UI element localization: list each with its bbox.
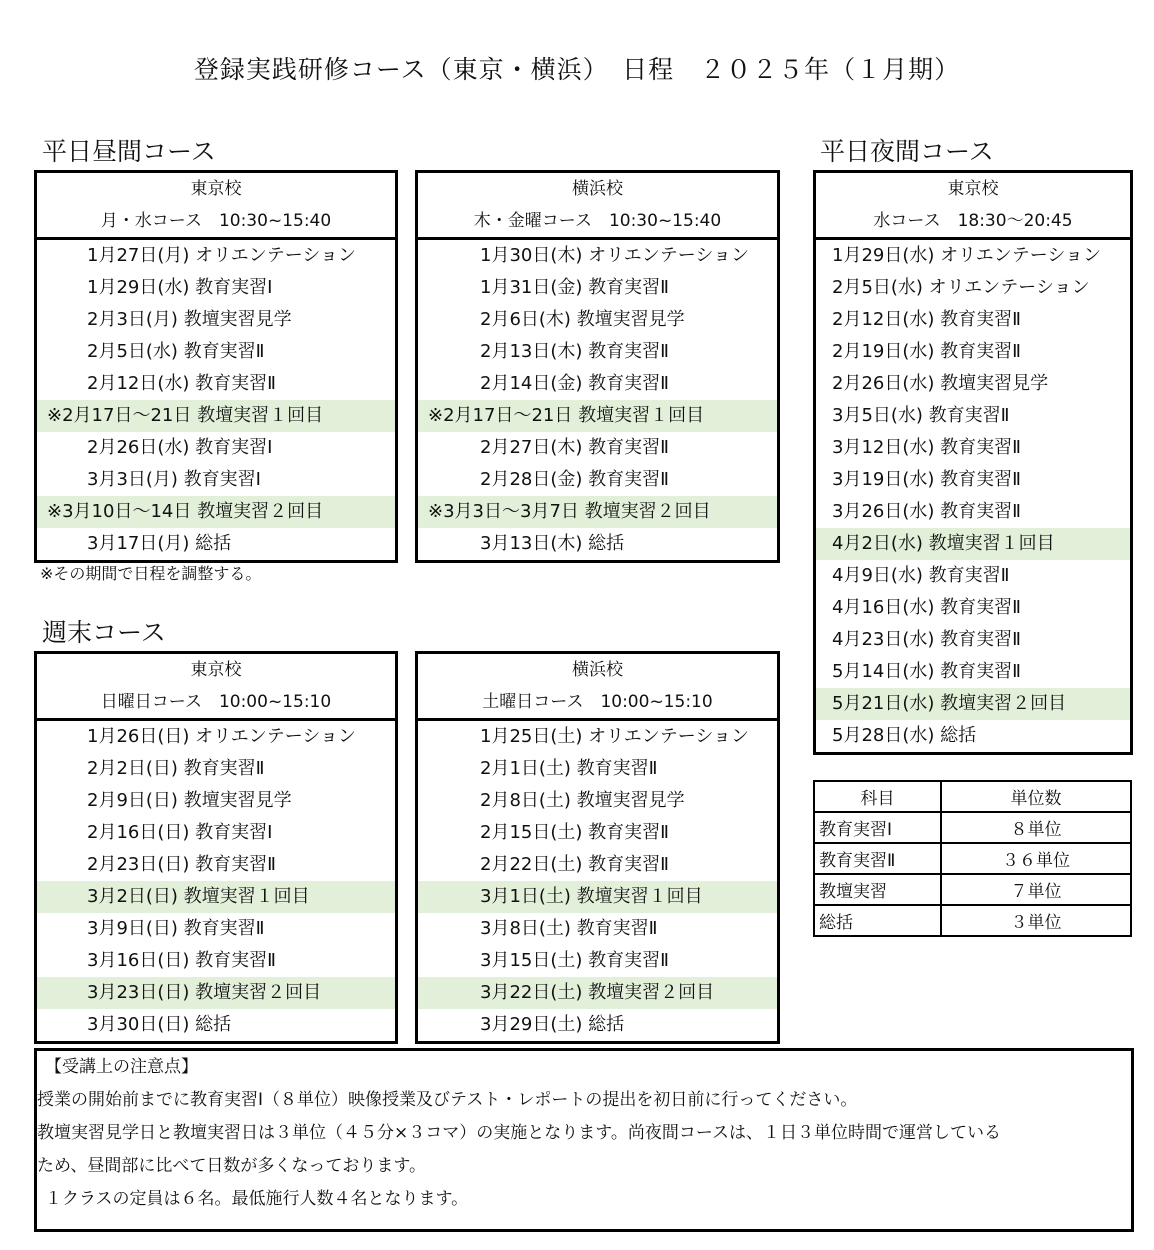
credit-count: ７単位 [941, 874, 1131, 905]
subject-name: 総括 [814, 905, 941, 936]
credits-row [814, 843, 1131, 874]
course-name: 水コース 18:30～20:45 [873, 211, 1073, 231]
school-name: 横浜校 [572, 179, 623, 199]
notes-box [34, 1048, 1134, 1232]
school-name: 東京校 [947, 179, 999, 199]
schedule-table-tokyo-day [34, 170, 398, 563]
schedule-row: 2月12日(水) 教育実習Ⅱ [832, 309, 1021, 330]
table-rows [37, 240, 395, 560]
schedule-row: 2月22日(土) 教育実習Ⅱ [480, 854, 669, 875]
schedule-table-tokyo-night [813, 170, 1133, 755]
schedule-row: 2月19日(水) 教育実習Ⅱ [832, 341, 1021, 362]
section-title-weekend: 週末コース [42, 618, 166, 647]
schedule-row: 1月31日(金) 教育実習Ⅱ [480, 277, 669, 298]
schedule-row: 3月29日(土) 総括 [480, 1014, 625, 1035]
schedule-table-yokohama-day [415, 170, 780, 563]
section-title-weekday-night: 平日夜間コース [820, 137, 994, 166]
schedule-row: ※3月3日～3月7日 教壇実習２回目 [418, 496, 777, 528]
schedule-row: 2月9日(日) 教壇実習見学 [87, 790, 292, 811]
schedule-row: 2月27日(木) 教育実習Ⅱ [480, 437, 669, 458]
schedule-row: 2月5日(水) オリエンテーション [832, 277, 1090, 298]
schedule-row: ※3月10日～14日 教壇実習２回目 [37, 496, 395, 528]
credit-count: ８単位 [941, 812, 1131, 843]
schedule-row: 4月2日(水) 教壇実習１回目 [816, 528, 1130, 560]
schedule-row: 1月26日(日) オリエンテーション [87, 726, 357, 747]
schedule-row: 1月27日(月) オリエンテーション [87, 245, 357, 266]
course-name: 日曜日コース 10:00~15:10 [100, 692, 332, 712]
school-name: 横浜校 [572, 660, 623, 680]
schedule-row: 3月16日(日) 教育実習Ⅱ [87, 950, 276, 971]
schedule-row: ※2月17日～21日 教壇実習１回目 [37, 400, 395, 432]
schedule-row: 3月8日(土) 教育実習Ⅱ [480, 918, 658, 939]
schedule-row: 5月21日(水) 教壇実習２回目 [816, 688, 1130, 720]
school-name: 東京校 [190, 660, 242, 680]
schedule-row: 3月13日(木) 総括 [480, 533, 625, 554]
schedule-row: 4月9日(水) 教育実習Ⅱ [832, 565, 1010, 586]
schedule-row: 3月3日(月) 教育実習Ⅰ [87, 469, 261, 490]
schedule-row: 3月17日(月) 総括 [87, 533, 232, 554]
schedule-row: 2月15日(土) 教育実習Ⅱ [480, 822, 669, 843]
schedule-row: 2月3日(月) 教壇実習見学 [87, 309, 292, 330]
table-header [37, 654, 395, 721]
schedule-row: 2月26日(水) 教育実習Ⅰ [87, 437, 273, 458]
table-rows [37, 721, 395, 1041]
schedule-row: 2月5日(水) 教育実習Ⅱ [87, 341, 265, 362]
section-title-weekday-day: 平日昼間コース [42, 137, 216, 166]
subject-name: 教壇実習 [814, 874, 941, 905]
course-name: 土曜日コース 10:00~15:10 [482, 692, 713, 712]
schedule-row: 2月14日(金) 教育実習Ⅱ [480, 373, 669, 394]
schedule-row: 3月2日(日) 教壇実習１回目 [37, 881, 395, 913]
schedule-row: ※2月17日～21日 教壇実習１回目 [418, 400, 777, 432]
table-rows [816, 240, 1130, 752]
credit-count: ３６単位 [941, 843, 1131, 874]
schedule-row: 1月25日(土) オリエンテーション [480, 726, 750, 747]
credits-row [814, 874, 1131, 905]
schedule-row: 5月14日(水) 教育実習Ⅱ [832, 661, 1021, 682]
schedule-row: 3月23日(日) 教壇実習２回目 [37, 977, 395, 1009]
schedule-row: 3月30日(日) 総括 [87, 1014, 232, 1035]
notes-line: 教壇実習見学日と教壇実習日は３単位（４５分×３コマ）の実施となります。尚夜間コースは、１日３単位時間で運営している [37, 1123, 1002, 1143]
credits-table [813, 780, 1132, 937]
schedule-table-tokyo-weekend [34, 651, 398, 1044]
schedule-row: 2月6日(木) 教壇実習見学 [480, 309, 685, 330]
schedule-row: 3月5日(水) 教育実習Ⅱ [832, 405, 1010, 426]
schedule-row: 2月8日(土) 教壇実習見学 [480, 790, 685, 811]
schedule-row: 1月29日(水) オリエンテーション [832, 245, 1102, 266]
schedule-row: 4月16日(水) 教育実習Ⅱ [832, 597, 1021, 618]
notes-line: 授業の開始前までに教育実習Ⅰ（８単位）映像授業及びテスト・レポートの提出を初日前に行ってください。 [37, 1090, 858, 1110]
table-header [418, 654, 777, 721]
credit-count: ３単位 [941, 905, 1131, 936]
table-header [816, 173, 1130, 240]
schedule-row: 1月29日(水) 教育実習Ⅰ [87, 277, 273, 298]
notes-heading: 【受講上の注意点】 [45, 1057, 198, 1077]
credits-header-row [814, 781, 1131, 812]
subject-name: 教育実習Ⅱ [814, 843, 941, 874]
schedule-row: 3月9日(日) 教育実習Ⅱ [87, 918, 265, 939]
schedule-row: 2月1日(土) 教育実習Ⅱ [480, 758, 658, 779]
schedule-row: 2月26日(水) 教壇実習見学 [832, 373, 1049, 394]
schedule-row: 3月15日(土) 教育実習Ⅱ [480, 950, 669, 971]
notes-line: １クラスの定員は６名。最低施行人数４名となります。 [45, 1189, 469, 1209]
schedule-row: 3月1日(土) 教壇実習１回目 [418, 881, 777, 913]
school-name: 東京校 [190, 179, 242, 199]
schedule-table-yokohama-weekend [415, 651, 780, 1044]
table-rows [418, 721, 777, 1041]
subject-name: 教育実習Ⅰ [814, 812, 941, 843]
schedule-row: 3月12日(水) 教育実習Ⅱ [832, 437, 1021, 458]
schedule-row: 5月28日(水) 総括 [832, 725, 977, 746]
footnote: ※その期間で日程を調整する。 [40, 564, 262, 583]
schedule-row: 2月23日(日) 教育実習Ⅱ [87, 854, 276, 875]
credits-row [814, 812, 1131, 843]
course-name: 月・水コース 10:30~15:40 [100, 211, 332, 231]
schedule-row: 3月19日(水) 教育実習Ⅱ [832, 469, 1021, 490]
schedule-row: 2月12日(水) 教育実習Ⅱ [87, 373, 276, 394]
credits-row [814, 905, 1131, 936]
schedule-row: 4月23日(水) 教育実習Ⅱ [832, 629, 1021, 650]
table-header [37, 173, 395, 240]
table-header [418, 173, 777, 240]
schedule-row: 2月28日(金) 教育実習Ⅱ [480, 469, 669, 490]
schedule-row: 2月13日(木) 教育実習Ⅱ [480, 341, 669, 362]
subject-header: 科目 [814, 781, 941, 812]
schedule-row: 2月2日(日) 教育実習Ⅱ [87, 758, 265, 779]
schedule-row: 3月26日(水) 教育実習Ⅱ [832, 501, 1021, 522]
credits-header: 単位数 [941, 781, 1131, 812]
schedule-row: 2月16日(日) 教育実習Ⅰ [87, 822, 273, 843]
page-title: 登録実践研修コース（東京・横浜） 日程 ２０２５年（１月期） [193, 55, 961, 84]
schedule-row: 1月30日(木) オリエンテーション [480, 245, 750, 266]
schedule-row: 3月22日(土) 教壇実習２回目 [418, 977, 777, 1009]
table-rows [418, 240, 777, 560]
notes-line: ため、昼間部に比べて日数が多くなっております。 [37, 1156, 426, 1176]
course-name: 木・金曜コース 10:30~15:40 [473, 211, 722, 231]
